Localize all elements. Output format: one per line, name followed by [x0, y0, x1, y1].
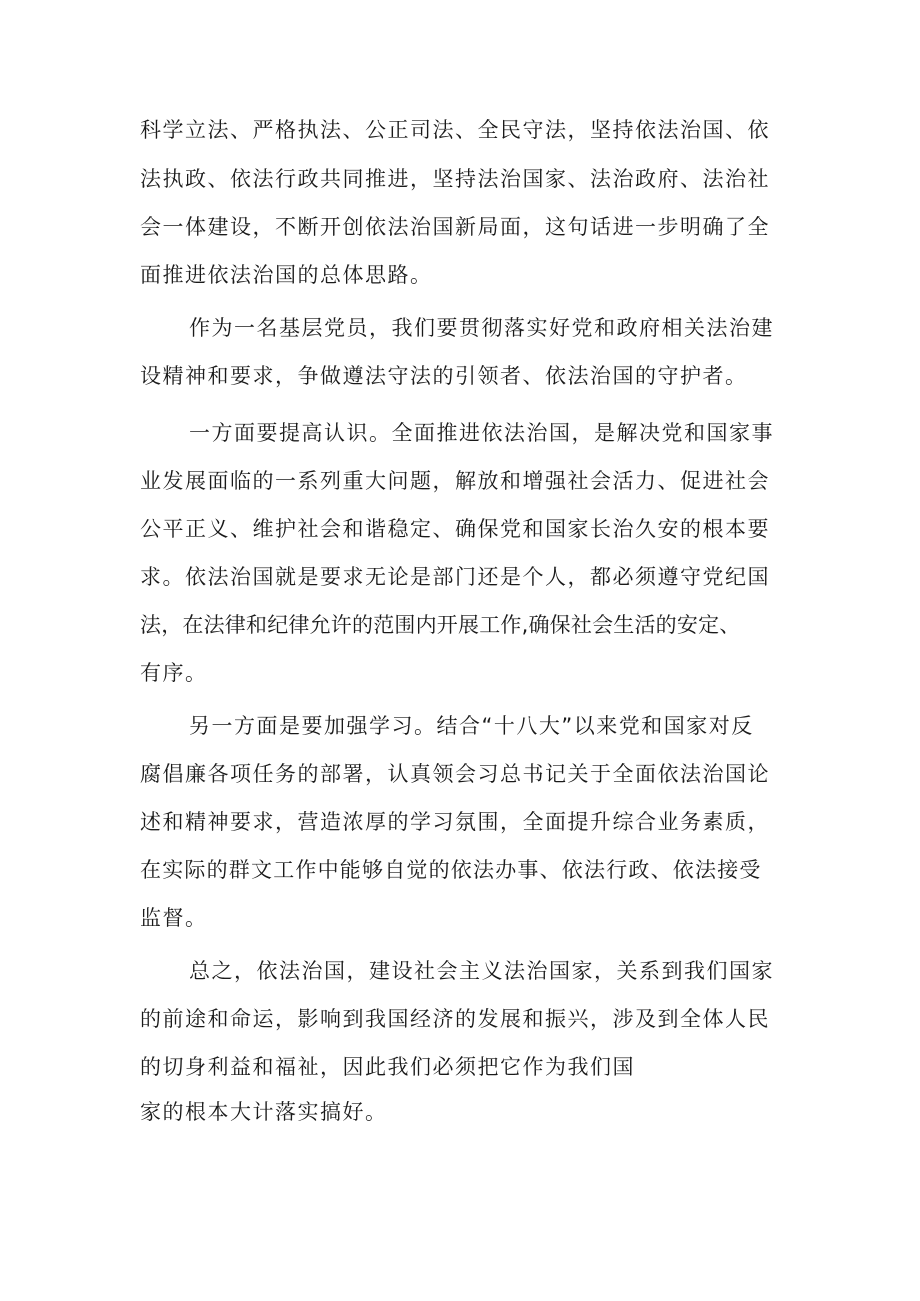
paragraph-1-line-4: 面推进依法治国的总体思路。 — [140, 263, 433, 287]
paragraph-2-line-1: 作为一名基层党员，我们要贯彻落实好党和政府相关法治建 — [189, 316, 774, 340]
paragraph-3-line-6: 有序。 — [140, 661, 208, 685]
paragraph-5-line-3: 的切身利益和福祉，因此我们必须把它作为我们国 — [140, 1055, 635, 1079]
paragraph-3-line-4: 求。依法治国就是要求无论是部门还是个人，都必须遵守党纪国 — [140, 565, 770, 589]
paragraph-3-line-5: 法，在法律和纪律允许的范围内开展工作,确保社会生活的安定、 — [140, 613, 741, 637]
paragraph-4-line-3: 述和精神要求，营造浓厚的学习氛围，全面提升综合业务素质， — [140, 810, 770, 834]
paragraph-3-line-1: 一方面要提高认识。全面推进依法治国，是解决党和国家事 — [189, 421, 774, 445]
paragraph-3-line-2: 业发展面临的一系列重大问题，解放和增强社会活力、促进社会 — [140, 469, 770, 493]
paragraph-4-line-1: 另一方面是要加强学习。结合“十八大”以来党和国家对反 — [189, 714, 754, 738]
paragraph-1-line-3: 会一体建设，不断开创依法治国新局面，这句话进一步明确了全 — [140, 215, 770, 239]
paragraph-3-line-3: 公平正义、维护社会和谐稳定、确保党和国家长治久安的根本要 — [140, 517, 770, 541]
paragraph-1-line-1: 科学立法、严格执法、公正司法、全民守法，坚持依法治国、依 — [140, 118, 770, 142]
paragraph-4-line-4: 在实际的群文工作中能够自觉的依法办事、依法行政、依法接受 — [140, 858, 762, 882]
paragraph-2-line-2: 设精神和要求，争做遵法守法的引领者、依法治国的守护者。 — [140, 364, 748, 388]
paragraph-5-line-1: 总之，依法治国，建设社会主义法治国家，关系到我们国家 — [189, 959, 774, 983]
paragraph-4-line-2: 腐倡廉各项任务的部署，认真领会习总书记关于全面依法治国论 — [140, 762, 770, 786]
paragraph-4-line-5: 监督。 — [140, 906, 208, 930]
paragraph-5-line-2: 的前途和命运，影响到我国经济的发展和振兴，涉及到全体人民 — [140, 1007, 770, 1031]
paragraph-1-line-2: 法执政、依法行政共同推进，坚持法治国家、法治政府、法治社 — [140, 167, 770, 191]
paragraph-5-line-4: 家的根本大计落实搞好。 — [140, 1100, 388, 1124]
